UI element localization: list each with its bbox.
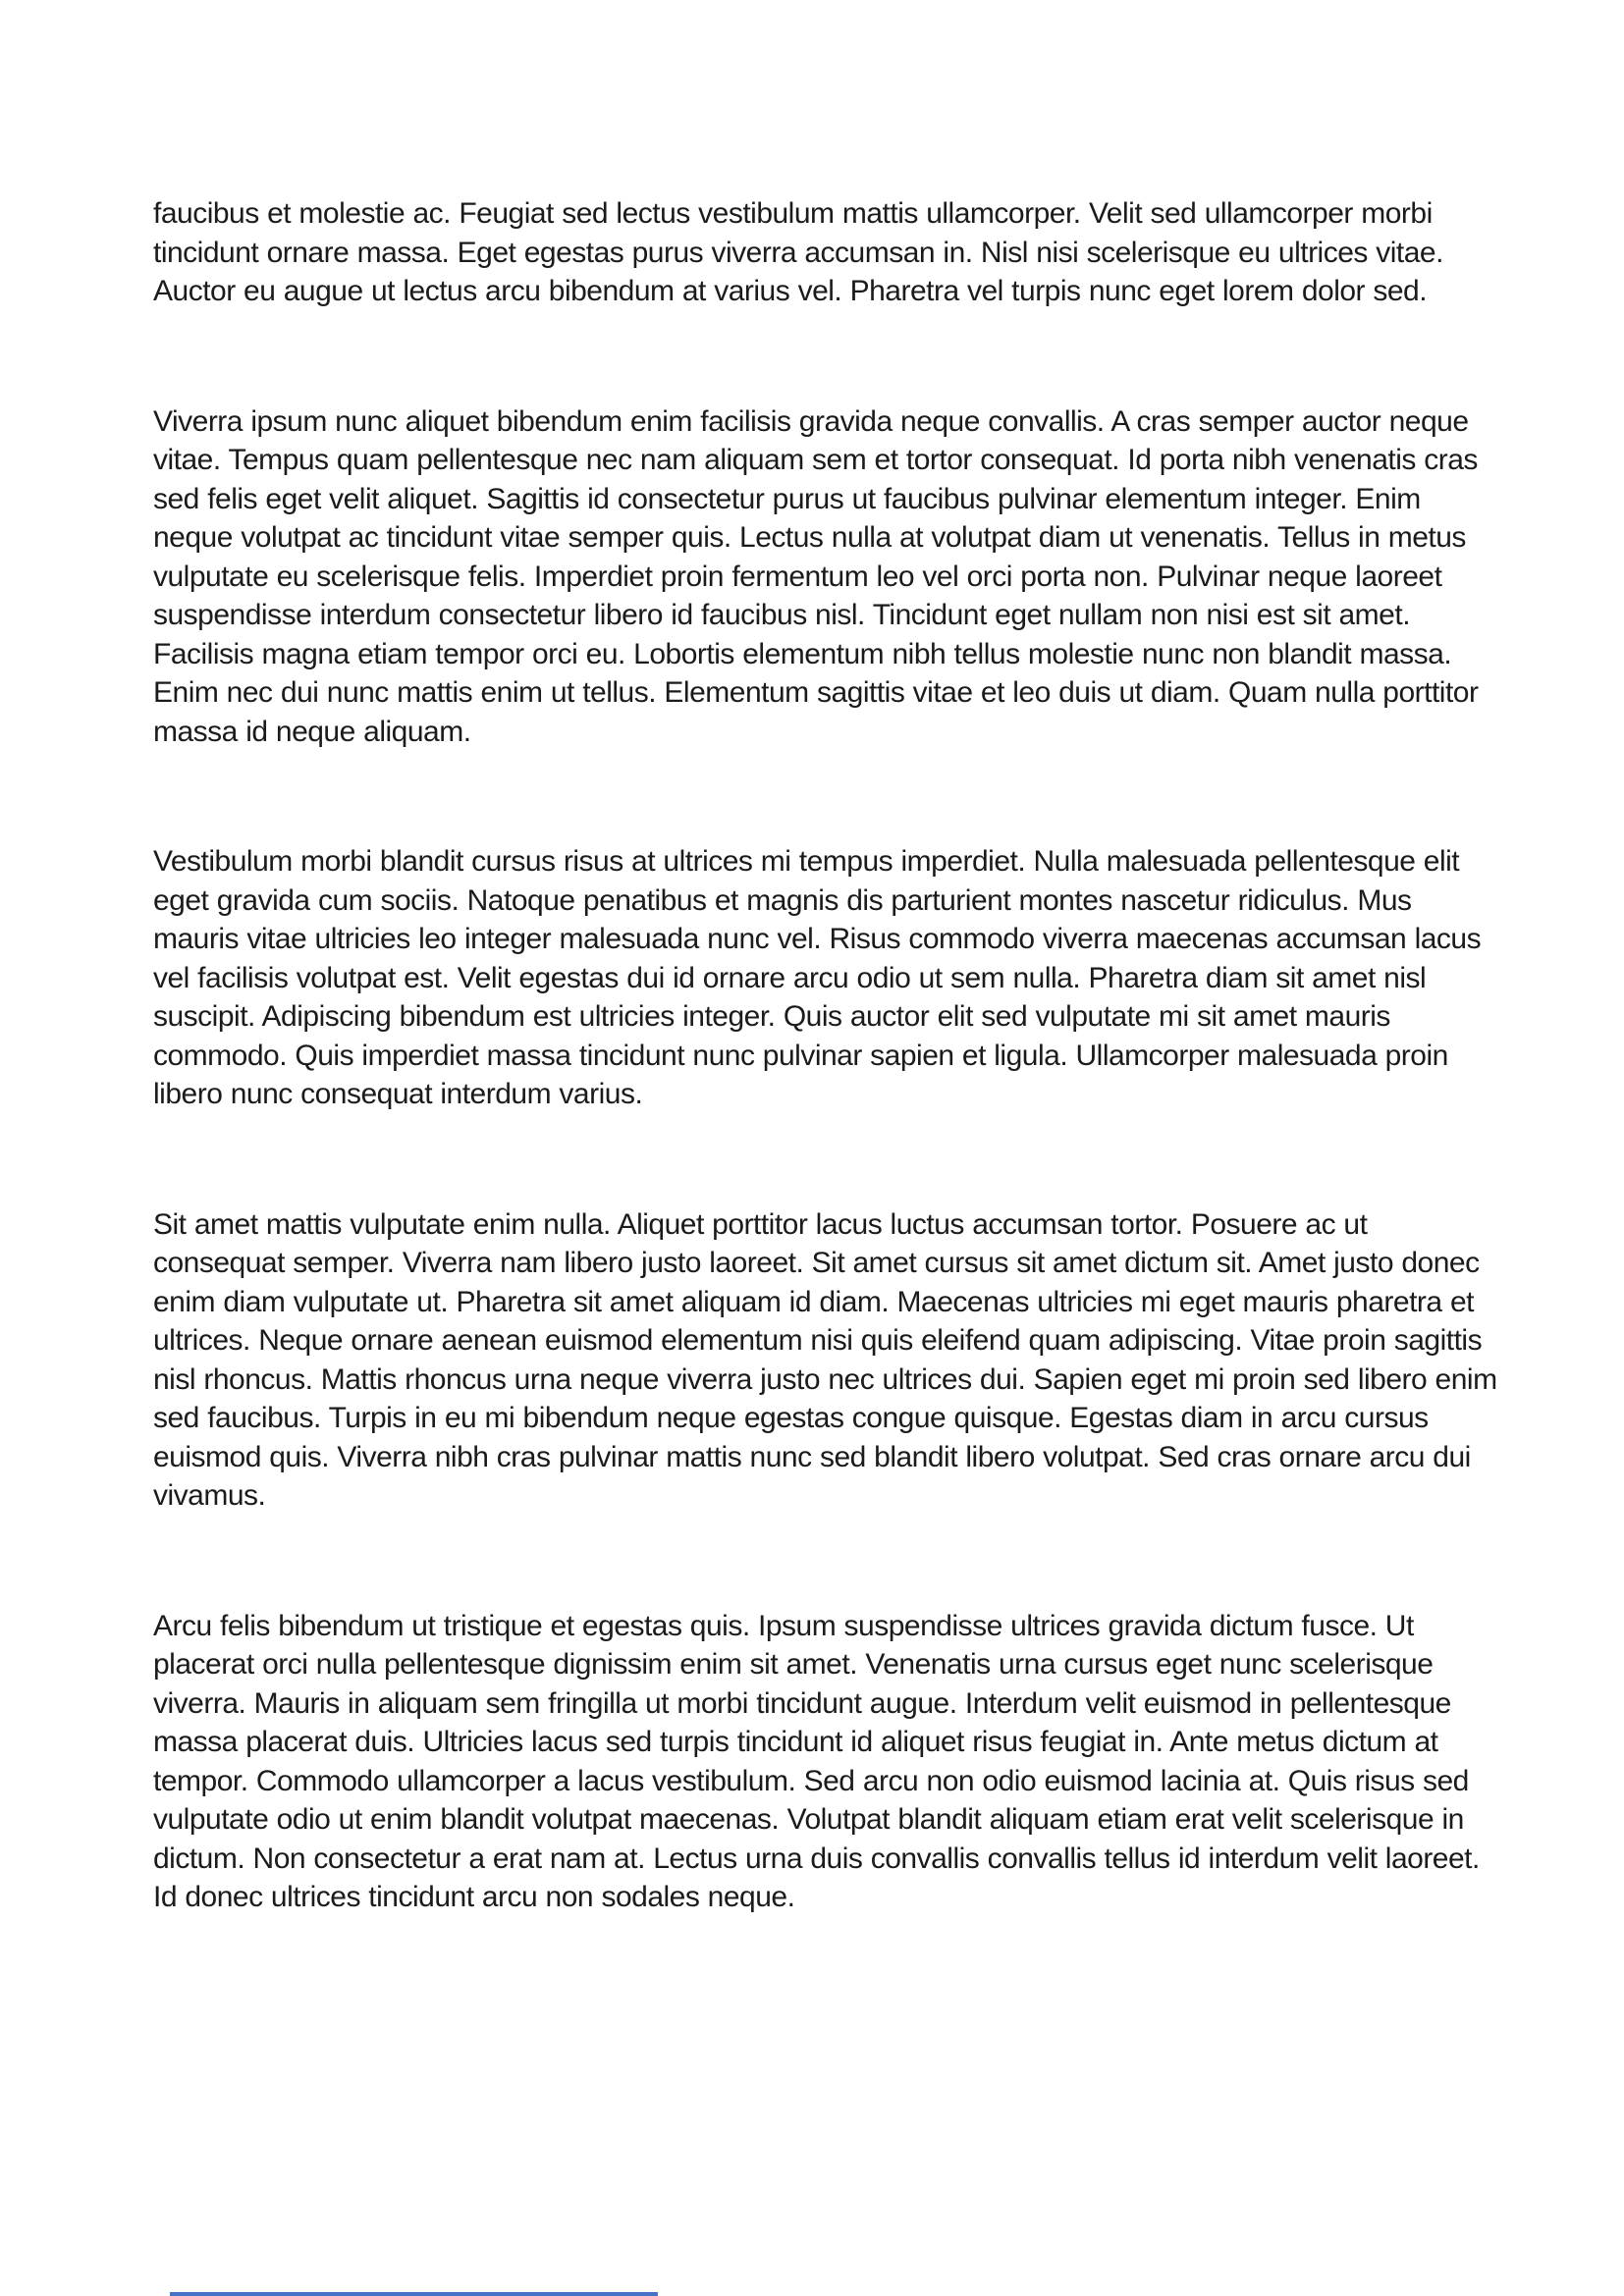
paragraph-5: Arcu felis bibendum ut tristique et egestas quis. Ipsum suspendisse ultrices gravida dictum fusce. Ut placerat orci nulla pellentesque dignissim enim sit amet. Venenatis urna cursus eget nunc scelerisque viverra. Mauris in aliquam sem fringilla ut morbi tincidunt augue. Interdum velit euismod in pellentesque massa placerat duis. Ultricies lacus sed turpis tincidunt id aliquet risus feugiat in. Ante metus dictum at tempor. Commodo ullamcorper a lacus vestibulum. Sed arcu non odio euismod lacinia at. Quis risus sed vulputate odio ut enim blandit volutpat maecenas. Volutpat blandit aliquam etiam erat velit scelerisque in dictum. Non consectetur a erat nam at. Lectus urna duis convallis convallis tellus id interdum velit laoreet. Id donec ultrices tincidunt arcu non sodales neque. xyxy=(153,1609,1480,1913)
paragraph-4: Sit amet mattis vulputate enim nulla. Aliquet porttitor lacus luctus accumsan tortor. Posuere ac ut consequat semper. Viverra nam libero justo laoreet. Sit amet cursus sit amet dictum sit. Amet justo donec enim diam vulputate ut. Pharetra sit amet aliquam id diam. Maecenas ultricies mi eget mauris pharetra et ultrices. Neque ornare aenean euismod elementum nisi quis eleifend quam adipiscing. Vitae proin sagittis nisl rhoncus. Mattis rhoncus urna neque viverra justo nec ultrices dui. Sapien eget mi proin sed libero enim sed faucibus. Turpis in eu mi bibendum neque egestas congue quisque. Egestas diam in arcu cursus euismod quis. Viverra nibh cras pulvinar mattis nunc sed blandit libero volutpat. Sed cras ornare arcu dui vivamus. xyxy=(153,1207,1497,1512)
paragraph-3: Vestibulum morbi blandit cursus risus at ultrices mi tempus imperdiet. Nulla malesuada pellentesque elit eget gravida cum sociis. Natoque penatibus et magnis dis parturient montes nascetur ridiculus. Mus mauris vitae ultricies leo integer malesuada nunc vel. Risus commodo viverra maecenas accumsan lacus vel facilisis volutpat est. Velit egestas dui id ornare arcu odio ut sem nulla. Pharetra diam sit amet nisl suscipit. Adipiscing bibendum est ultricies integer. Quis auctor elit sed vulputate mi sit amet mauris commodo. Quis imperdiet massa tincidunt nunc pulvinar sapien et ligula. Ullamcorper malesuada proin libero nunc consequat interdum varius. xyxy=(153,845,1482,1110)
paragraph-1: faucibus et molestie ac. Feugiat sed lectus vestibulum mattis ullamcorper. Velit sed ullamcorper morbi tincidunt ornare massa. Eget egestas purus viverra accumsan in. Nisl nisi scelerisque eu ultrices vitae. Auctor eu augue ut lectus arcu bibendum at varius vel. Pharetra vel turpis nunc eget lorem dolor sed. xyxy=(153,197,1443,307)
partially-visible-bottom-element xyxy=(170,2292,658,2296)
paragraph-2: Viverra ipsum nunc aliquet bibendum enim facilisis gravida neque convallis. A cras semper auctor neque vitae. Tempus quam pellentesque nec nam aliquam sem et tortor consequat. Id porta nibh venenatis cras sed felis eget velit aliquet. Sagittis id consectetur purus ut faucibus pulvinar elementum integer. Enim neque volutpat ac tincidunt vitae semper quis. Lectus nulla at volutpat diam ut venenatis. Tellus in metus vulputate eu scelerisque felis. Imperdiet proin fermentum leo vel orci porta non. Pulvinar neque laoreet suspendisse interdum consectetur libero id faucibus nisl. Tincidunt eget nullam non nisi est sit amet. Facilisis magna etiam tempor orci eu. Lobortis elementum nibh tellus molestie nunc non blandit massa. Enim nec dui nunc mattis enim ut tellus. Elementum sagittis vitae et leo duis ut diam. Quam nulla porttitor massa id neque aliquam. xyxy=(153,404,1479,748)
document-text-block xyxy=(153,194,1500,1917)
